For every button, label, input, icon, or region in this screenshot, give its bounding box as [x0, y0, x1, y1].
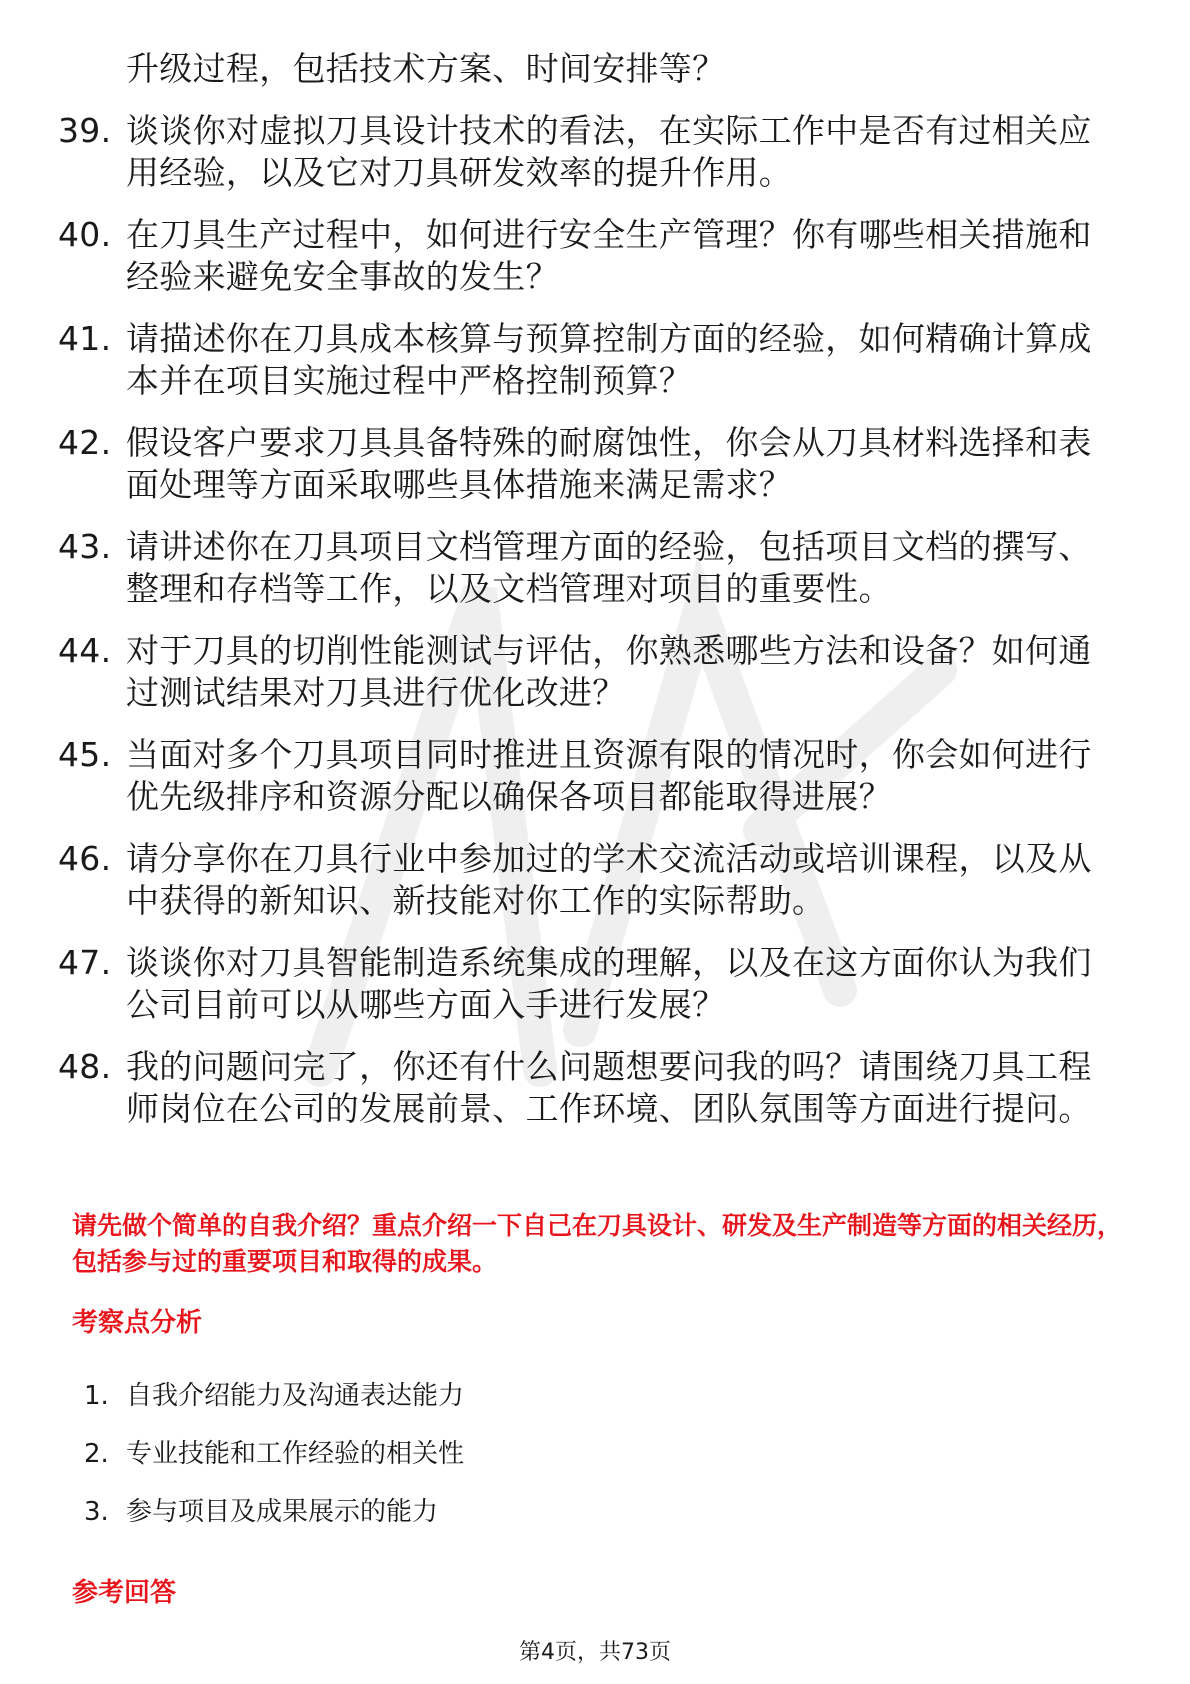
question-number: 40.	[58, 215, 112, 254]
analysis-item	[84, 1378, 464, 1414]
answer-heading: 参考回答	[72, 1578, 177, 1608]
question-item	[58, 422, 1118, 506]
question-list	[58, 48, 1118, 1150]
question-text: 请描述你在刀具成本核算与预算控制方面的经验，如何精确计算成本并在项目实施过程中严格控制预算？	[126, 319, 1092, 400]
question-text: 对于刀具的切削性能测试与评估，你熟悉哪些方法和设备？如何通过测试结果对刀具进行优化改进？	[126, 631, 1092, 712]
question-number: 42.	[58, 423, 112, 462]
question-text: 谈谈你对刀具智能制造系统集成的理解，以及在这方面你认为我们公司目前可以从哪些方面入手进行发展？	[126, 943, 1092, 1024]
question-number: 41.	[58, 319, 112, 358]
analysis-item	[84, 1436, 464, 1472]
question-item	[58, 48, 1118, 90]
analysis-number: 3.	[84, 1497, 109, 1527]
question-text: 我的问题问完了，你还有什么问题想要问我的吗？请围绕刀具工程师岗位在公司的发展前景、工作环境、团队氛围等方面进行提问。	[126, 1047, 1092, 1128]
question-item	[58, 526, 1118, 610]
question-item	[58, 1046, 1118, 1130]
analysis-text: 参与项目及成果展示的能力	[126, 1497, 439, 1527]
question-item	[58, 630, 1118, 714]
question-item	[58, 942, 1118, 1026]
question-number: 48.	[58, 1047, 112, 1086]
question-number: 44.	[58, 631, 112, 670]
analysis-number: 2.	[84, 1439, 109, 1469]
analysis-list	[84, 1378, 464, 1552]
question-text: 请分享你在刀具行业中参加过的学术交流活动或培训课程，以及从中获得的新知识、新技能对你工作的实际帮助。	[126, 839, 1092, 920]
analysis-item	[84, 1494, 464, 1530]
question-item	[58, 838, 1118, 922]
analysis-text: 自我介绍能力及沟通表达能力	[126, 1381, 465, 1411]
question-item	[58, 214, 1118, 298]
question-number: 43.	[58, 527, 112, 566]
analysis-heading: 考察点分析	[72, 1308, 203, 1338]
question-text: 假设客户要求刀具具备特殊的耐腐蚀性，你会从刀具材料选择和表面处理等方面采取哪些具体措施来满足需求？	[126, 423, 1092, 504]
analysis-text: 专业技能和工作经验的相关性	[126, 1439, 465, 1469]
question-item	[58, 734, 1118, 818]
question-text: 当面对多个刀具项目同时推进且资源有限的情况时，你会如何进行优先级排序和资源分配以确保各项目都能取得进展？	[126, 735, 1092, 816]
question-item	[58, 318, 1118, 402]
question-number: 47.	[58, 943, 112, 982]
question-number: 45.	[58, 735, 112, 774]
question-text: 请讲述你在刀具项目文档管理方面的经验，包括项目文档的撰写、整理和存档等工作，以及文档管理对项目的重要性。	[126, 527, 1092, 608]
page-footer: 第4页，共73页	[519, 1640, 671, 1665]
question-number: 39.	[58, 111, 112, 150]
question-text: 谈谈你对虚拟刀具设计技术的看法，在实际工作中是否有过相关应用经验，以及它对刀具研发效率的提升作用。	[126, 111, 1092, 192]
question-number: 46.	[58, 839, 112, 878]
question-text: 升级过程，包括技术方案、时间安排等？	[126, 49, 726, 88]
highlight-question: 请先做个简单的自我介绍？重点介绍一下自己在刀具设计、研发及生产制造等方面的相关经历，包括参与过的重要项目和取得的成果。	[72, 1211, 1123, 1276]
question-item	[58, 110, 1118, 194]
analysis-number: 1.	[84, 1381, 109, 1411]
question-text: 在刀具生产过程中，如何进行安全生产管理？你有哪些相关措施和经验来避免安全事故的发生？	[126, 215, 1092, 296]
